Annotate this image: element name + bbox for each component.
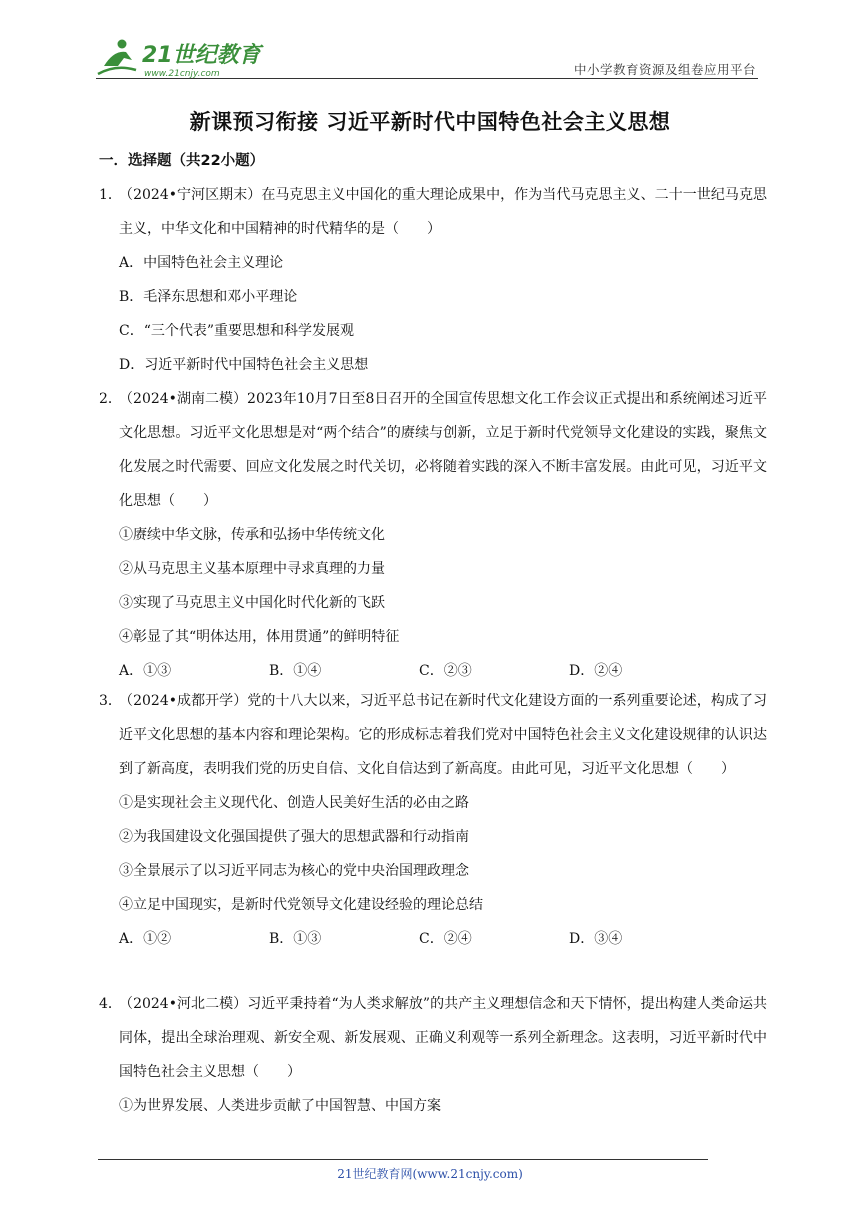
question-3 [99,684,767,956]
statement-2: ②为我国建设文化强国提供了强大的思想武器和行动指南 [119,829,469,845]
header-divider [96,78,758,79]
option-c: C．“三个代表”重要思想和科学发展观 [119,323,355,339]
option-d: D．习近平新时代中国特色社会主义思想 [119,357,369,373]
statement-3: ③全景展示了以习近平同志为核心的党中央治国理政理念 [119,863,469,879]
runner-logo-icon [92,36,272,80]
choice-b: B．①③ [269,931,322,947]
choice-d: D．③④ [569,931,623,947]
question-stem: （2024•宁河区期末）在马克思主义中国化的重大理论成果中，作为当代马克思主义、二十一世纪马克思主义，中华文化和中国精神的时代精华的是（ ） [119,187,767,237]
footer-text: 21世纪教育网(www.21cnjy.com) [337,1167,523,1181]
document-title: 新课预习衔接 习近平新时代中国特色社会主义思想 [189,110,671,134]
statement-1: ①是实现社会主义现代化、创造人民美好生活的必由之路 [119,795,469,811]
statement-3: ③实现了马克思主义中国化时代化新的飞跃 [119,595,385,611]
choice-b: B．①④ [269,663,322,679]
choice-row [99,922,767,956]
section-heading: 一．选择题（共22小题） [99,153,265,169]
statement-4: ④立足中国现实，是新时代党领导文化建设经验的理论总结 [119,897,483,913]
option-a: A．中国特色社会主义理论 [119,255,284,271]
choice-c: C．②④ [419,931,472,947]
question-number: 4． [99,996,122,1012]
logo-url: www.21cnjy.com [144,69,220,79]
header-platform-text: 中小学教育资源及组卷应用平台 [573,62,756,77]
choice-c: C．②③ [419,663,472,679]
statement-4: ④彰显了其“明体达用，体用贯通”的鲜明特征 [119,629,400,645]
statement-1: ①赓续中华文脉，传承和弘扬中华传统文化 [119,527,385,543]
choice-a: A．①③ [119,663,172,679]
choice-a: A．①② [119,931,172,947]
footer-divider [98,1159,708,1160]
question-1 [99,178,767,382]
question-2 [99,382,767,688]
question-number: 3． [99,693,122,709]
question-stem: （2024•成都开学）党的十八大以来，习近平总书记在新时代文化建设方面的一系列重要论述，构成了习近平文化思想的基本内容和理论架构。它的形成标志着我们党对中国特色社会主义文化建设规律的认识达到了新高度，表明我们党的历史自信、文化自信达到了新高度。由此可见，习近平文化思想（ ） [119,693,767,777]
choice-row [99,654,767,688]
site-logo [92,36,272,80]
question-number: 1． [99,187,122,203]
question-stem: （2024•河北二模）习近平秉持着“为人类求解放”的共产主义理想信念和天下情怀，提出构建人类命运共同体，提出全球治理观、新安全观、新发展观、正确义利观等一系列全新理念。这表明，习近平新时代中国特色社会主义思想（ ） [119,996,767,1080]
question-4 [99,987,767,1123]
question-number: 2． [99,391,122,407]
statement-1: ①为世界发展、人类进步贡献了中国智慧、中国方案 [119,1098,441,1114]
option-b: B．毛泽东思想和邓小平理论 [119,289,298,305]
statement-2: ②从马克思主义基本原理中寻求真理的力量 [119,561,385,577]
choice-d: D．②④ [569,663,623,679]
logo-text: 21世纪教育 [142,43,261,68]
question-stem: （2024•湖南二模）2023年10月7日至8日召开的全国宣传思想文化工作会议正式提出和系统阐述习近平文化思想。习近平文化思想是对“两个结合”的赓续与创新，立足于新时代党领导文化建设的实践，聚焦文化发展之时代需要、回应文化发展之时代关切，必将随着实践的深入不断丰富发展。由此可见，习近平文化思想（ ） [119,391,767,509]
